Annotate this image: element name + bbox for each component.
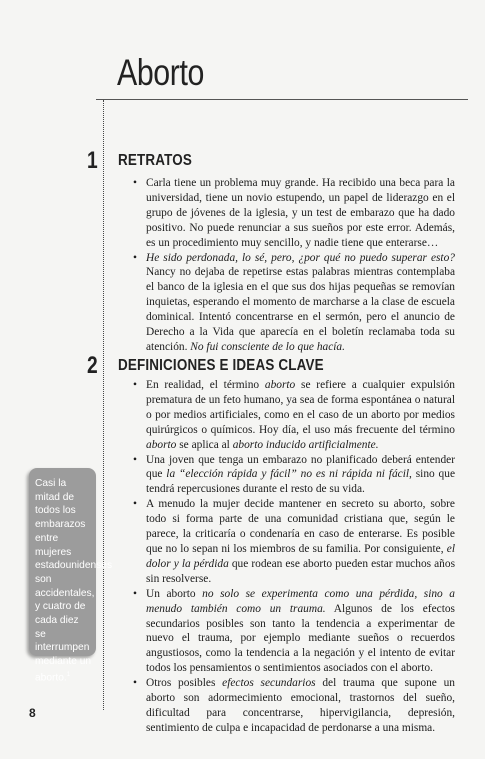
bullet-item bbox=[133, 378, 455, 453]
bullet-text: aborto bbox=[146, 438, 177, 451]
section-number: 2 bbox=[87, 352, 98, 379]
bullet-item bbox=[133, 251, 455, 355]
section-heading: DEFINICIONES E IDEAS CLAVE bbox=[118, 357, 324, 374]
bullet-text: el dolor y la pérdida bbox=[146, 542, 455, 570]
bullet-text: que rodean ese aborto pueden estar muchos años sin resolverse. bbox=[146, 557, 455, 585]
bullet-item bbox=[133, 176, 455, 251]
bullet-text: A menudo la mujer decide mantener en secreto su aborto, sobre todo si forma parte de una comunidad cristiana que, según le parece, la criticaría o condenaría en caso de enterarse. Es posible que no lo sepan ni los miembros de su familia. Por consiguiente, bbox=[146, 498, 455, 555]
bullet-text: Otros posibles bbox=[146, 677, 223, 690]
bullet-text: En realidad, el término bbox=[146, 379, 265, 391]
bullet-text: Una joven que tenga un embarazo no planificado deberá entender que bbox=[146, 453, 455, 481]
bullet-text: Algunos de los efectos secundarios posibles son tanto la tendencia a experimentar de nuevo el trauma, por ejemplo mediante sueños o recuerdos angustiosos, como la tendencia a la negación y el intento de evitar todos los pensamientos o sentimientos asociados con el aborto. bbox=[146, 602, 455, 675]
bullet-text: la “elección rápida y fácil” no es ni rápida ni fácil bbox=[166, 468, 410, 481]
bullet-text: efectos secundarios bbox=[222, 677, 316, 690]
bullet-text: Un aborto bbox=[146, 587, 203, 600]
bullet-text: He sido perdonada, lo sé, pero, ¿por qué no puedo superar esto? bbox=[146, 251, 455, 264]
bullet-text: se aplica al bbox=[176, 438, 233, 451]
bullet-text: Nancy no dejaba de repetirse estas palabras mientras contemplaba el banco de la iglesia en el que sus dos hijas pequeñas se removían inquietas, esperando el momento de marcharse a la clase de escuela dominical. Intentó concentrarse en el sermón, pero el anuncio de Derecho a la Vida que aparecía en el boletín reclamaba toda su atención. bbox=[146, 266, 455, 353]
bullet-text: del trauma que supone un aborto son adormecimiento emocional, trastornos del sueño, dificultad para concentrarse, hipervigilancia, depresión, sentimiento de culpa e incapacidad de perdonarse a una misma. bbox=[146, 677, 455, 734]
bullet-item bbox=[133, 497, 455, 586]
bullet-item bbox=[133, 676, 455, 736]
bullet-text: no solo se experimenta como una pérdida, sino a menudo también como un trauma. bbox=[146, 587, 455, 615]
bullet-text: se refiere a cualquier expulsión prematura de un feto humano, ya sea de forma espontánea o natural o por medios artificiales, como en el caso de un aborto por medios quirúrgicos o químicos. Hoy día, el uso más frecuente del término bbox=[146, 379, 455, 436]
dotted-margin-line bbox=[103, 100, 104, 710]
bullet-item bbox=[133, 453, 455, 498]
section-heading: RETRATOS bbox=[118, 152, 193, 169]
section-bullet-list bbox=[133, 176, 455, 355]
bullet-text: , sino que tendrá repercusiones durante el resto de su vida. bbox=[146, 468, 456, 496]
bullet-item bbox=[133, 587, 455, 676]
statistic-callout bbox=[29, 468, 113, 684]
page-title: Aborto bbox=[117, 52, 204, 93]
bullet-text: aborto bbox=[264, 379, 296, 391]
bullet-text: No fui consciente de lo que hacía. bbox=[190, 340, 345, 353]
bullet-text: Carla tiene un problema muy grande. Ha recibido una beca para la universidad, tiene un novio estupendo, un papel de liderazgo en el grupo de jóvenes de la iglesia, y un test de embarazo que ha dado positivo. No puede renunciar a sus sueños por este error. Además, es un procedimiento muy sencillo, y nadie tiene que enterarse… bbox=[146, 177, 455, 249]
section-number: 1 bbox=[87, 147, 98, 174]
callout-text: Casi la mitad de todos los embarazos entre mujeres estadounidenses son accidentales, y cuatro de cada diez se interrumpen mediante un aborto. bbox=[35, 478, 113, 684]
section-bullet-list bbox=[133, 378, 455, 736]
title-rule bbox=[96, 99, 468, 100]
footnote-marker: 1 bbox=[66, 671, 71, 678]
bullet-text: aborto inducido artificialmente. bbox=[232, 438, 379, 451]
page-number: 8 bbox=[29, 706, 36, 720]
